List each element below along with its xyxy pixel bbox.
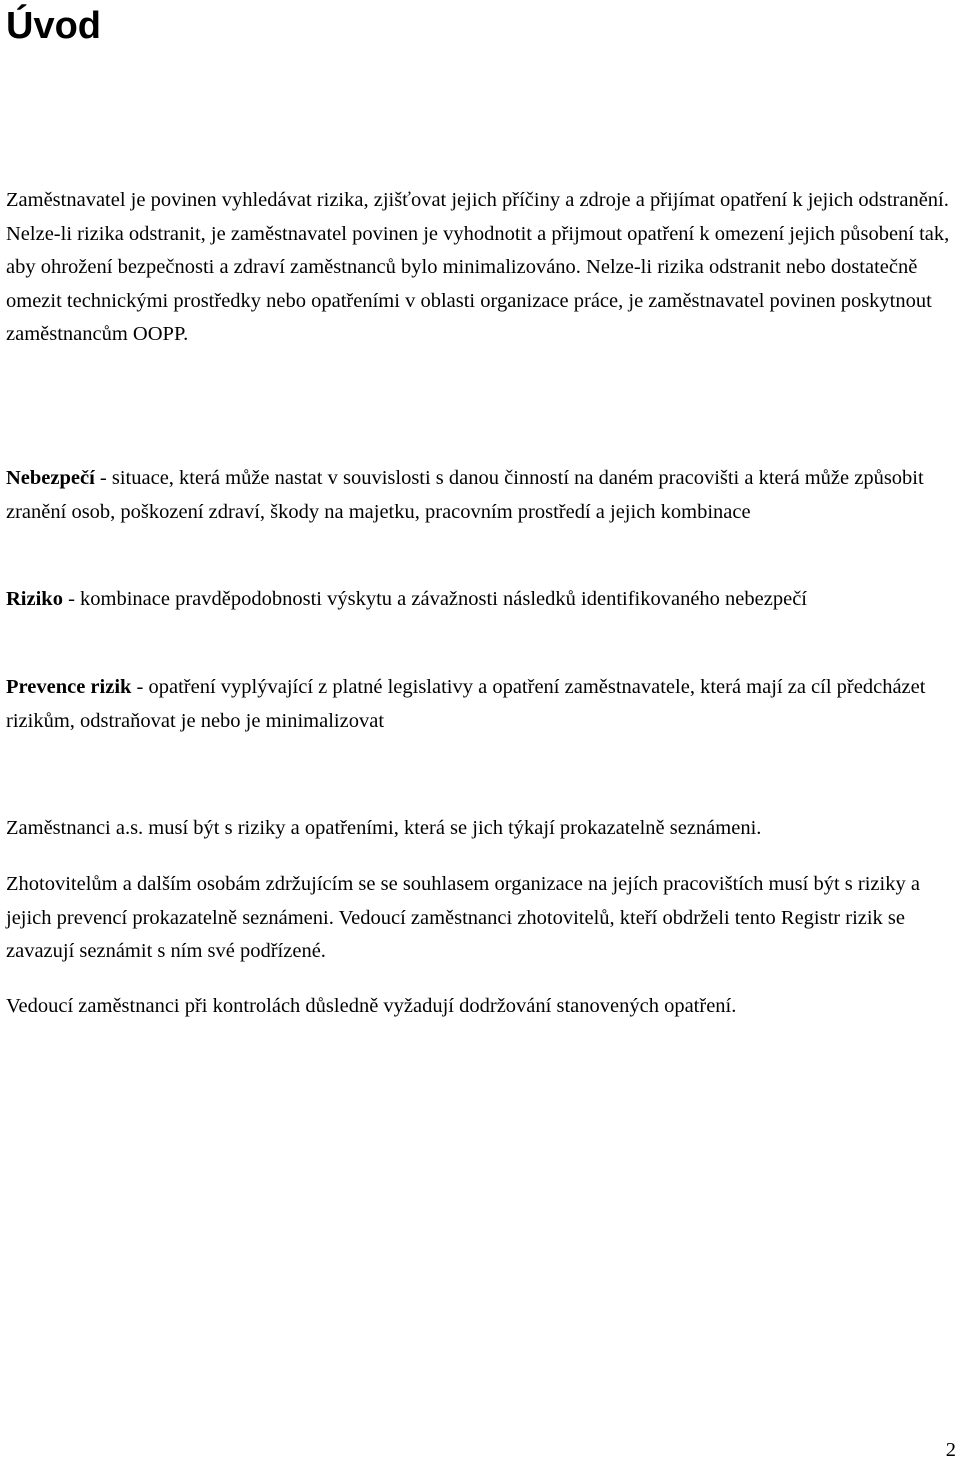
definition-text: - kombinace pravděpodobnosti výskytu a závažnosti následků identifikovaného nebezpečí (62, 588, 807, 610)
note-paragraph: Zhotovitelům a dalším osobám zdržujícím se se souhlasem organizace na jejích pracovištích musí být s riziky a jejich prevencí prokazatelně seznámeni. Vedoucí zaměstnanci zhotovitelů, kteří obdrželi tento Registr rizik se zavazují seznámit s ním své podřízené. (6, 873, 920, 963)
page-number: 2 (945, 1439, 956, 1461)
definition-nebezpeci (6, 462, 956, 529)
definition-text: - situace, která může nastat v souvislosti s danou činností na daném pracovišti a která může způsobit zranění osob, poškození zdraví, škody na majetku, pracovním prostředí a jejich kombinace (6, 467, 924, 523)
note-paragraph: Vedoucí zaměstnanci při kontrolách důsledně vyžadují dodržování stanovených opatření. (6, 995, 737, 1017)
definition-text: - opatření vyplývající z platné legislativy a opatření zaměstnavatele, která mají za cíl předcházet rizikům, odstraňovat je nebo je minimalizovat (6, 676, 926, 732)
definition-term: Nebezpečí (6, 467, 95, 489)
intro-paragraph: Zaměstnavatel je povinen vyhledávat rizika, zjišťovat jejich příčiny a zdroje a přijímat opatření k jejich odstranění. Nelze-li rizika odstranit, je zaměstnavatel povinen je vyhodnotit a přijmout opatření k omezení jejich působení tak, aby ohrožení bezpečnosti a zdraví zaměstnanců bylo minimalizováno. Nelze-li rizika odstranit nebo dostatečně omezit technickými prostředky nebo opatřeními v oblasti organizace práce, je zaměstnavatel povinen poskytnout zaměstnancům OOPP. (6, 189, 950, 346)
definition-prevence-rizik (6, 671, 956, 738)
note-paragraph: Zaměstnanci a.s. musí být s riziky a opatřeními, která se jich týkají prokazatelně seznámeni. (6, 817, 762, 839)
definition-term: Riziko (6, 588, 63, 610)
definition-riziko (6, 583, 956, 617)
page-title: Úvod (6, 5, 101, 47)
definition-term: Prevence rizik (6, 676, 132, 698)
